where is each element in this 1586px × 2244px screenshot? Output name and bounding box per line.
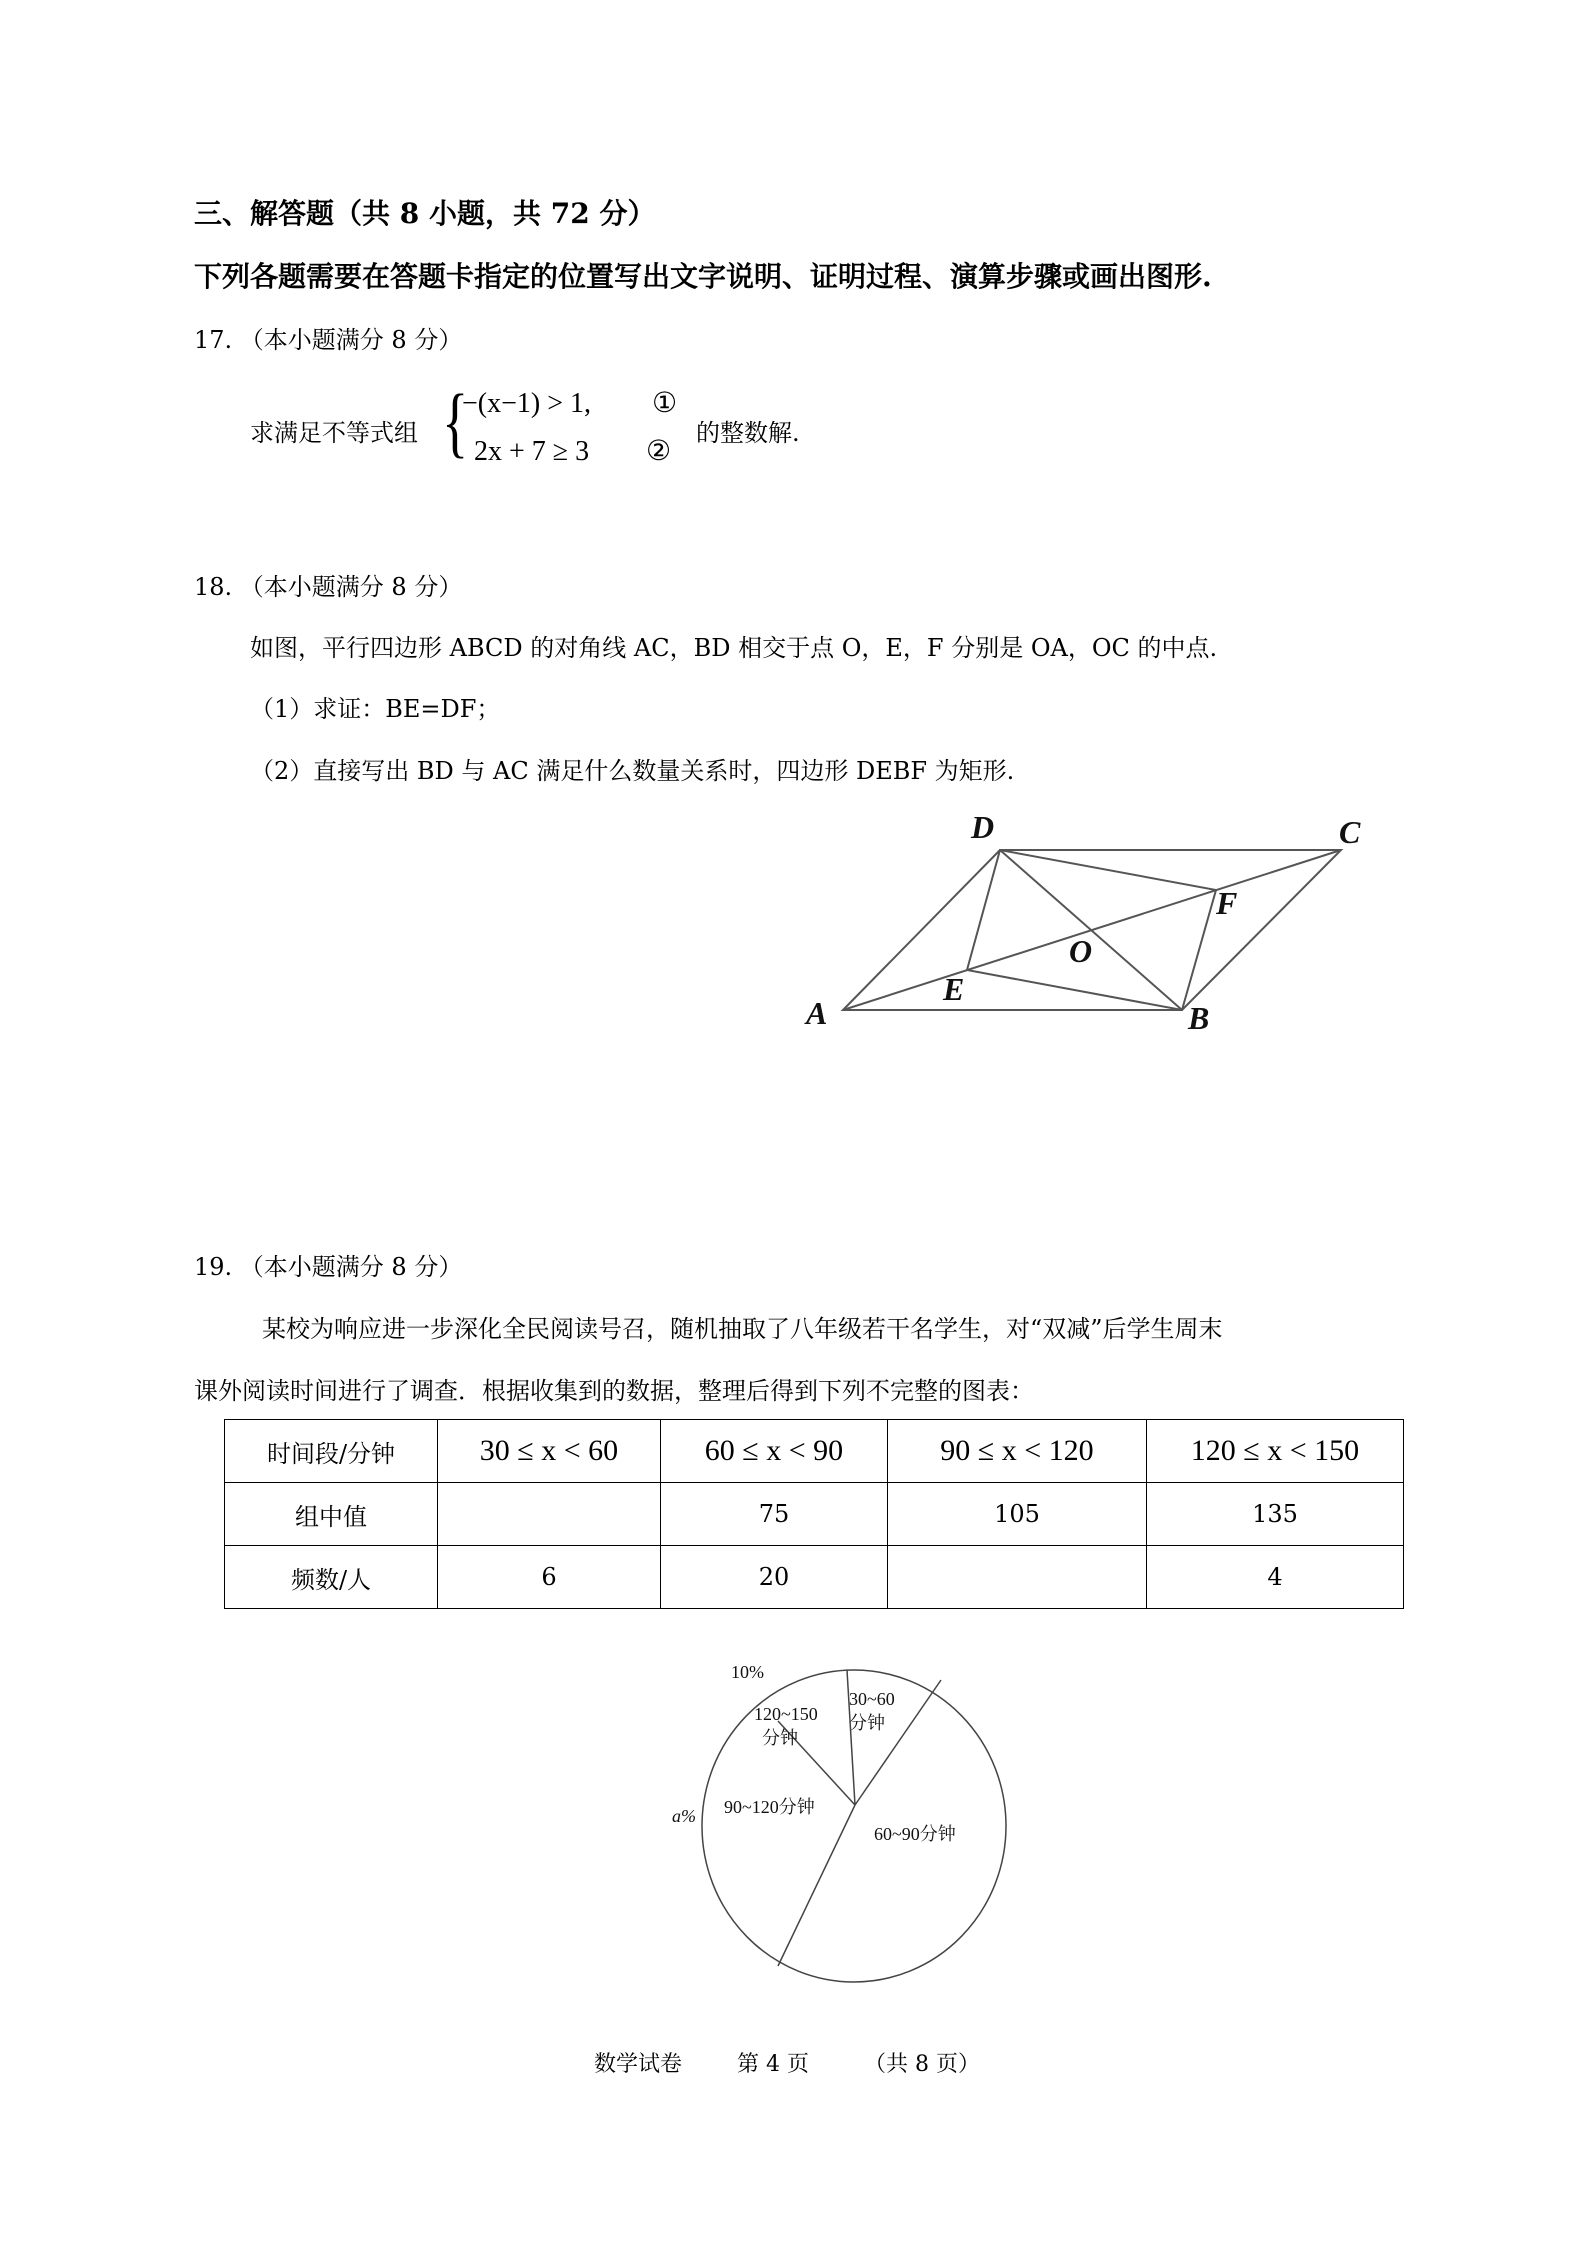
label-d: D (971, 809, 995, 845)
label-b: B (1188, 1000, 1210, 1036)
pie-pct-120-150: 10% (731, 1662, 764, 1682)
pie-label-120-150-l1: 120~150 (754, 1704, 818, 1724)
row-header-midpoint: 组中值 (225, 1483, 438, 1546)
label-a: A (806, 995, 828, 1031)
pie-pct-90-120: a% (672, 1806, 696, 1826)
q18-header: 18. （本小题满分 8 分） (194, 573, 463, 601)
interval-90-120: 90 ≤ x < 120 (888, 1420, 1147, 1483)
footer-total-pages: （共 8 页） (864, 2052, 980, 2077)
pie-label-90-120: 90~120分钟 (724, 1797, 815, 1817)
footer-subject: 数学试卷 (594, 2052, 683, 2077)
q19-header: 19. （本小题满分 8 分） (194, 1253, 463, 1281)
q19-paragraph-2: 课外阅读时间进行了调查．根据收集到的数据，整理后得到下列不完整的图表： (194, 1377, 1034, 1405)
frequency-30-60: 6 (438, 1546, 661, 1609)
label-f: F (1216, 885, 1238, 921)
frequency-table (224, 1419, 1404, 1609)
q17-mark-2: ② (646, 436, 672, 467)
frequency-120-150: 4 (1147, 1546, 1404, 1609)
frequency-90-120 (888, 1546, 1147, 1609)
section-title: 三、解答题（共 8 小题，共 72 分） (194, 197, 656, 230)
q18-stem: 如图，平行四边形 ABCD 的对角线 AC，BD 相交于点 O，E，F 分别是 OA，OC 的中点. (250, 634, 1218, 662)
midpoint-120-150: 135 (1147, 1483, 1404, 1546)
q17-brace: { (442, 378, 469, 465)
row-header-interval: 时间段/分钟 (225, 1420, 438, 1483)
pie-label-60-90: 60~90分钟 (874, 1824, 956, 1844)
frequency-60-90: 20 (661, 1546, 888, 1609)
midpoint-30-60 (438, 1483, 661, 1546)
q19-paragraph-1: 某校为响应进一步深化全民阅读号召，随机抽取了八年级若干名学生，对“双减”后学生周末 (262, 1315, 1223, 1343)
q17-prompt-after: 的整数解. (696, 419, 800, 447)
q17-prompt-before: 求满足不等式组 (250, 419, 418, 447)
midpoint-60-90: 75 (661, 1483, 888, 1546)
footer-page-number: 第 4 页 (737, 2052, 809, 2077)
parallelogram-figure (0, 0, 1586, 1100)
pie-label-120-150-l2: 分钟 (762, 1728, 798, 1748)
label-c: C (1339, 814, 1361, 850)
interval-30-60: 30 ≤ x < 60 (438, 1420, 661, 1483)
table-row-interval (225, 1420, 1404, 1483)
midpoint-90-120: 105 (888, 1483, 1147, 1546)
q18-part-2: （2）直接写出 BD 与 AC 满足什么数量关系时，四边形 DEBF 为矩形. (250, 757, 1015, 785)
q17-inequality-1: −(x−1) > 1, (462, 388, 592, 419)
pie-label-30-60-l1: 30~60 (849, 1689, 895, 1709)
reading-time-pie-chart (600, 1620, 1060, 1990)
pie-label-30-60-l2: 分钟 (849, 1713, 885, 1733)
row-header-frequency: 频数/人 (225, 1546, 438, 1609)
table-row-midpoint (225, 1483, 1404, 1546)
interval-60-90: 60 ≤ x < 90 (661, 1420, 888, 1483)
section-instruction: 下列各题需要在答题卡指定的位置写出文字说明、证明过程、演算步骤或画出图形. (194, 260, 1212, 293)
table-row-frequency (225, 1546, 1404, 1609)
q17-inequality-2: 2x + 7 ≥ 3 (474, 436, 590, 467)
label-e: E (943, 971, 965, 1007)
q17-header: 17. （本小题满分 8 分） (194, 326, 463, 354)
interval-120-150: 120 ≤ x < 150 (1147, 1420, 1404, 1483)
diagonal-bd (1000, 850, 1182, 1010)
q17-mark-1: ① (652, 388, 678, 419)
q18-part-1: （1）求证：BE=DF； (250, 695, 501, 723)
pie-divider-90-120-60-90 (778, 1805, 855, 1966)
label-o: O (1069, 933, 1093, 969)
